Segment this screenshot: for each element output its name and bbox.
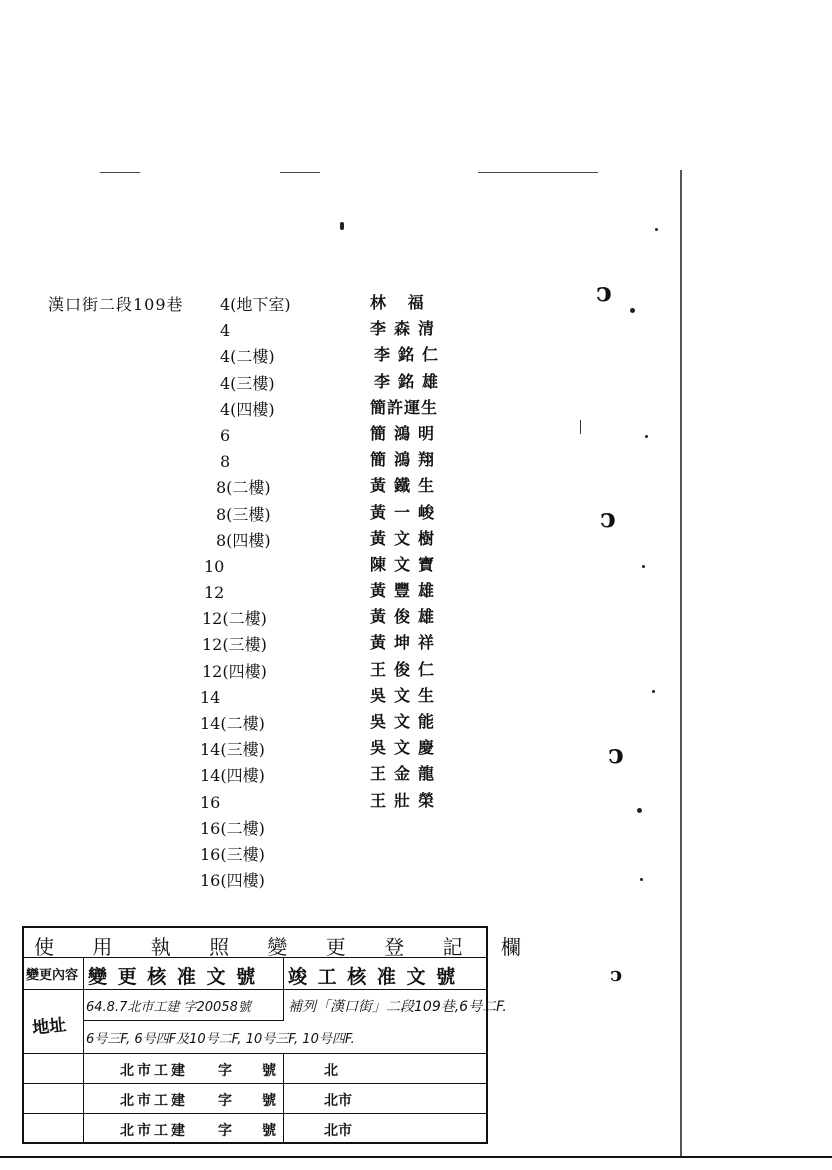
address-item: 16(四樓) — [200, 871, 265, 891]
register-row-right: 北 — [324, 1063, 338, 1079]
address-item: 8(二樓) — [216, 478, 271, 498]
address-item: 16(三樓) — [200, 844, 265, 864]
register-title: 使 用 執 照 變 更 登 記 欄 — [34, 935, 537, 959]
owner-name: 陳文寶 — [370, 554, 443, 574]
scan-speck — [652, 690, 655, 693]
owner-name: 王壯榮 — [370, 790, 443, 810]
owner-name: 簡許運生 — [370, 397, 439, 417]
address-item: 14(二樓) — [200, 714, 265, 733]
owner-name: 吳文生 — [370, 685, 443, 705]
scan-speck — [100, 172, 140, 173]
owner-name: 李銘雄 — [374, 371, 447, 391]
address-item: 8 — [220, 452, 231, 472]
owner-name: 黃坤祥 — [370, 633, 443, 653]
address-item: 12(二樓) — [202, 609, 267, 629]
owner-name: 李銘仁 — [374, 345, 447, 365]
address-item: 14 — [200, 687, 221, 707]
owner-name: 吳文能 — [370, 712, 443, 731]
supplement-note-line-2: 6号三F, 6号四F及10号二F, 10号三F, 10号四F. — [86, 1032, 355, 1047]
owner-name: 林 福 — [370, 293, 432, 312]
address-item: 4 — [220, 321, 231, 341]
scan-speck — [580, 420, 581, 434]
address-item: 14(四樓) — [200, 766, 265, 786]
owner-name: 簡鴻翔 — [370, 450, 443, 470]
register-row-char: 字 — [218, 1093, 232, 1109]
address-item: 8(四樓) — [216, 530, 271, 550]
register-row-char: 字 — [218, 1063, 232, 1079]
scan-speck — [637, 808, 642, 813]
address-item: 6 — [220, 425, 231, 445]
scan-speck — [630, 308, 635, 313]
address-item: 4(四樓) — [220, 399, 275, 419]
address-item: 8(三樓) — [216, 504, 271, 524]
permit-number: 64.8.7北市工建 字20058號 — [86, 1000, 251, 1015]
owner-name: 黃豐雄 — [370, 581, 443, 601]
address-item: 12(三樓) — [202, 635, 267, 655]
register-row-office: 北市工建 — [120, 1093, 188, 1109]
address-list — [196, 292, 356, 894]
address-item: 12 — [204, 583, 225, 603]
address-item: 4(地下室) — [220, 295, 291, 314]
scan-speck — [478, 172, 598, 173]
address-item: 4(三樓) — [220, 373, 275, 393]
page-edge-line — [680, 170, 682, 1160]
binding-hole-mark: ↄ — [608, 740, 624, 770]
address-item: 14(三樓) — [200, 740, 265, 760]
owner-name: 黃文樹 — [370, 528, 443, 548]
owner-name: 吳文慶 — [370, 738, 443, 758]
register-row-office: 北市工建 — [120, 1123, 188, 1139]
address-field-label: 地址 — [31, 1015, 68, 1039]
supplement-note-line-1: 補列「漢口街」二段109巷,6号二F. — [288, 999, 507, 1015]
address-item: 12(四樓) — [202, 661, 267, 681]
scan-speck — [340, 222, 344, 230]
owner-name-list — [370, 290, 480, 814]
register-row-right: 北市 — [324, 1093, 352, 1109]
owner-name: 黃一峻 — [370, 502, 443, 522]
street-label: 漢口街二段109巷 — [48, 295, 184, 314]
address-item: 16(二樓) — [200, 818, 265, 838]
binding-hole-mark: ↄ — [610, 962, 623, 986]
owner-name: 李森清 — [370, 319, 443, 339]
register-row-suffix: 號 — [262, 1123, 276, 1139]
scan-speck — [280, 172, 320, 173]
address-item: 16 — [200, 792, 221, 812]
address-item: 10 — [204, 556, 225, 576]
binding-hole-mark: ↄ — [600, 504, 616, 534]
license-change-register — [22, 926, 537, 1144]
column-header-change-content: 變更內容 — [26, 968, 79, 983]
column-header-change-permit: 變 更 核 准 文 號 — [88, 966, 258, 988]
binding-hole-mark: ↄ — [596, 278, 612, 308]
owner-name: 黃鐵生 — [370, 476, 443, 496]
register-row-suffix: 號 — [262, 1063, 276, 1079]
register-row-office: 北市工建 — [120, 1063, 188, 1079]
address-item: 4(二樓) — [220, 347, 275, 367]
owner-name: 王金龍 — [370, 764, 443, 784]
register-row-char: 字 — [218, 1123, 232, 1139]
scan-speck — [642, 565, 645, 568]
owner-name: 簡鴻明 — [370, 423, 443, 443]
scan-speck — [645, 435, 648, 438]
column-header-completion-permit: 竣 工 核 准 文 號 — [288, 966, 458, 988]
owner-name: 王俊仁 — [370, 659, 443, 679]
register-row-right: 北市 — [324, 1123, 352, 1139]
scan-speck — [655, 228, 658, 231]
owner-name: 黃俊雄 — [370, 607, 443, 627]
scan-speck — [640, 878, 643, 881]
register-row-suffix: 號 — [262, 1093, 276, 1109]
